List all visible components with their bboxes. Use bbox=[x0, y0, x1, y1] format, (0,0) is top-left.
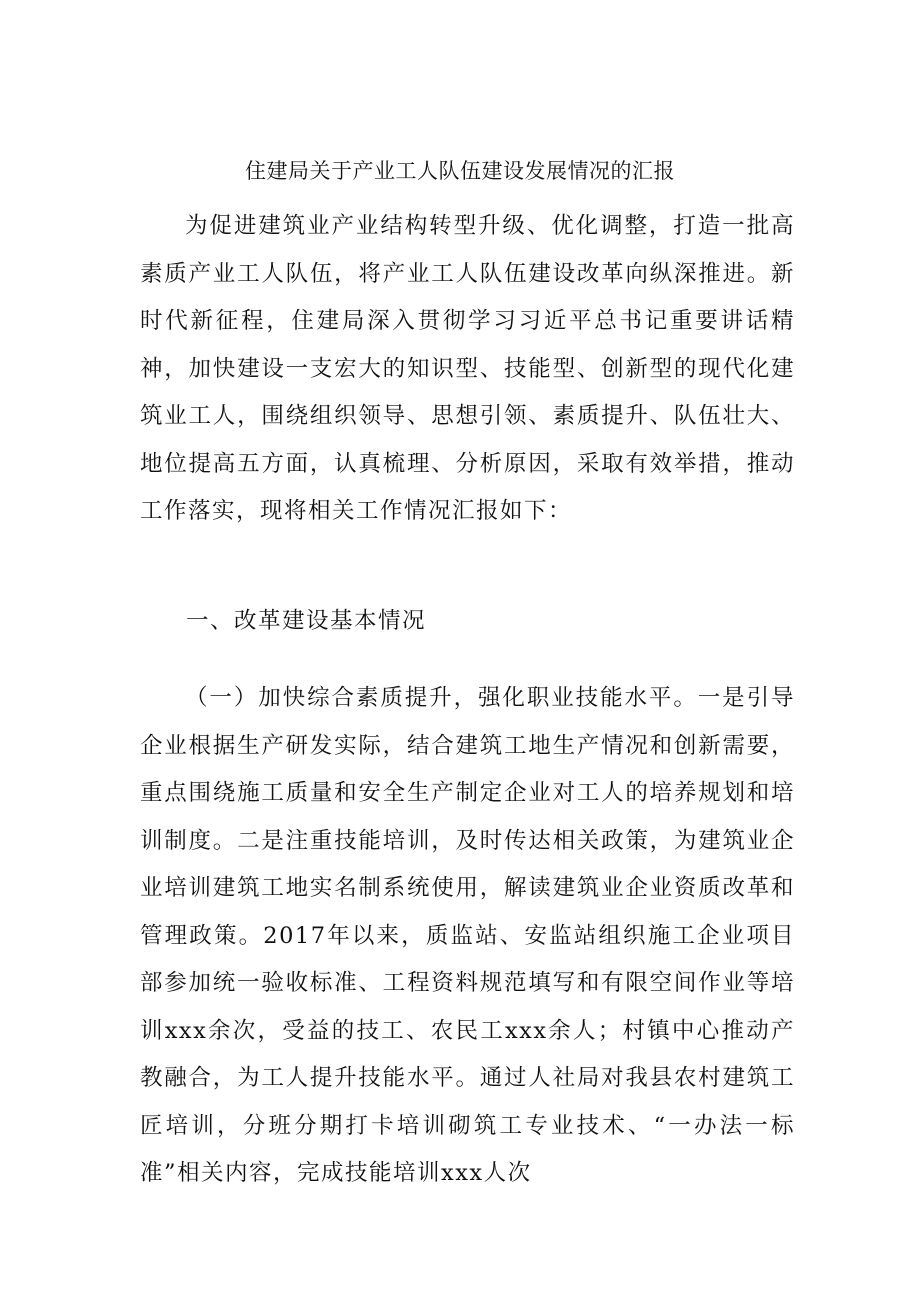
document-title: 住建局关于产业工人队伍建设发展情况的汇报 bbox=[245, 159, 675, 183]
section-paragraph: （一）加快综合素质提升，强化职业技能水平。一是引导企业根据生产研发实际，结合建筑工地生产情况和创新需要，重点围绕施工质量和安全生产制定企业对工人的培养规划和培训制度。二是注重技能培训，及时传达相关政策，为建筑业企业培训建筑工地实名制系统使用，解读建筑业企业资质改革和管理政策。2017年以来，质监站、安监站组织施工企业项目部参加统一验收标准、工程资料规范填写和有限空间作业等培训xxx余次，受益的技工、农民工xxx余人；村镇中心推动产教融合，为工人提升技能水平。通过人社局对我县农村建筑工匠培训，分班分期打卡培训砌筑工专业技术、“一办法一标准”相关内容，完成技能培训xxx人次 bbox=[140, 685, 795, 1186]
section-heading: 一、改革建设基本情况 bbox=[186, 608, 427, 634]
intro-paragraph: 为促进建筑业产业结构转型升级、优化调整，打造一批高素质产业工人队伍，将产业工人队伍建设改革向纵深推进。新时代新征程，住建局深入贯彻学习习近平总书记重要讲话精神，加快建设一支宏大的知识型、技能型、创新型的现代化建筑业工人，围绕组织领导、思想引领、素质提升、队伍壮大、地位提高五方面，认真梳理、分析原因，采取有效举措，推动工作落实，现将相关工作情况汇报如下： bbox=[140, 213, 795, 524]
